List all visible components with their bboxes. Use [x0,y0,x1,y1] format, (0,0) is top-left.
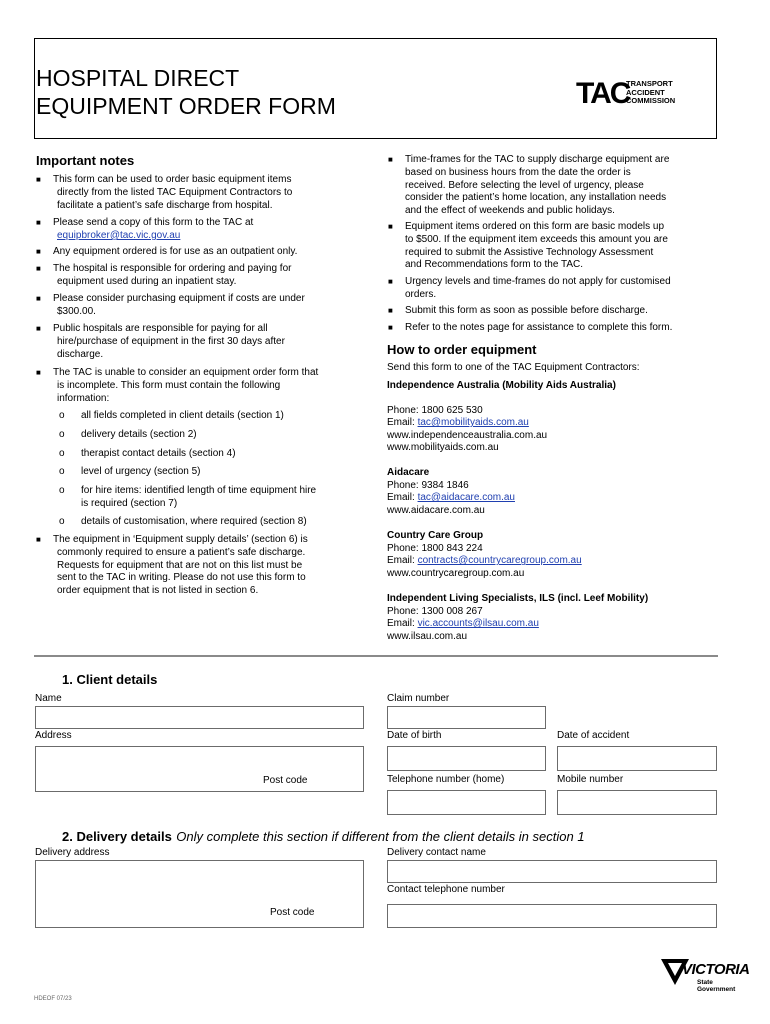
note-line: This form can be used to order basic equipment items [53,174,292,185]
tac-logo-subtitle [626,80,675,106]
bullet-icon: ■ [388,222,393,231]
contractor-website: www.aidacare.com.au [387,504,485,516]
note-item [36,174,373,214]
note-line: The TAC is unable to consider an equipment order form that [53,367,319,378]
note-item [36,217,373,246]
note-line: to $500. If the equipment item exceeds this amount you are [405,233,668,245]
victoria-wordmark: VICTORIA [682,961,750,978]
note-item [36,293,373,322]
telephone-home-label: Telephone number (home) [387,774,505,785]
bullet-icon: ■ [388,277,393,286]
circle-bullet-icon: o [59,485,65,496]
note-line: required to submit the Assistive Technology Assessment [405,246,654,258]
name-field[interactable] [35,706,364,729]
contractor-aidacare [387,467,727,517]
required-info-list [59,410,371,534]
date-of-birth-label: Date of birth [387,730,442,741]
note-line: $300.00. [57,305,96,317]
note-line: Submit this form as soon as possible before discharge. [405,305,648,316]
sub-item-text: is required (section 7) [81,497,178,509]
note-line: Please send a copy of this form to the TAC at [53,217,254,228]
contractor-email-link[interactable]: tac@aidacare.com.au [417,492,515,504]
circle-bullet-icon: o [59,466,65,477]
delivery-address-label: Delivery address [35,847,110,858]
sub-item [59,448,371,466]
tac-logo-sub3: COMMISSION [626,96,676,105]
contractor-email-row [387,417,727,430]
circle-bullet-icon: o [59,429,65,440]
contractor-email-row [387,618,727,631]
bullet-icon: ■ [388,155,393,164]
bullet-icon: ■ [36,294,41,303]
telephone-home-field[interactable] [387,790,546,815]
contractor-phone: Phone: 1800 843 224 [387,542,483,554]
mobile-number-label: Mobile number [557,774,624,785]
bullet-icon: ■ [36,368,41,377]
sub-item [59,516,371,534]
note-line: hire/purchase of equipment in the first 30 days after [57,335,285,347]
note-item [388,305,725,322]
form-code: HDEOF 07/23 [34,996,72,1002]
note-item [36,323,373,365]
note-line: received. Before selecting the level of urgency, please [405,179,644,191]
how-to-order-intro: Send this form to one of the TAC Equipment Contractors: [387,362,640,373]
government-text: Government [697,986,736,993]
bullet-icon: ■ [36,535,41,544]
important-notes-heading: Important notes [36,153,135,168]
contractor-independence-australia [387,380,727,455]
note-line: Any equipment ordered is for use as an outpatient only. [53,246,298,257]
note-line: is incomplete. This form must contain the following [57,379,281,391]
mobile-number-field[interactable] [557,790,717,815]
contractor-name: Country Care Group [387,530,484,541]
contractor-email-link[interactable]: contracts@countrycaregroup.com.au [417,555,582,567]
claim-number-field[interactable] [387,706,546,729]
section2-title: 2. Delivery details [62,829,172,844]
note-line: commonly required to ensure a patient’s safe discharge. [57,546,306,558]
contact-telephone-field[interactable] [387,904,717,928]
note-item [388,154,725,220]
contractor-website: www.countrycaregroup.com.au [387,567,525,579]
note-line: Refer to the notes page for assistance to complete this form. [405,322,673,333]
note-line: Equipment items ordered on this form are basic models up [405,221,665,232]
email-label: Email: [387,417,418,429]
bullet-icon: ■ [36,218,41,227]
how-to-order-heading: How to order equipment [387,342,537,357]
note-line: information: [57,392,110,404]
contractor-name: Independence Australia (Mobility Aids Australia) [387,380,616,391]
note-line: sent to the TAC in writing. Please do not use this form to [57,572,306,584]
contractor-phone: Phone: 1300 008 267 [387,605,483,617]
date-of-birth-field[interactable] [387,746,546,771]
section2-title-row [62,828,585,846]
contractor-email-row [387,492,727,505]
notes-right-column [388,154,725,338]
contractor-email-row [387,555,727,568]
contractor-name: Independent Living Specialists, ILS (incl. Leef Mobility) [387,593,649,604]
note-line: Urgency levels and time-frames do not apply for customised [405,276,671,287]
note-item [388,322,725,338]
date-of-accident-field[interactable] [557,746,717,771]
tac-logo [576,78,716,108]
sub-item-text: delivery details (section 2) [81,429,197,440]
address-label: Address [35,730,72,741]
note-item [388,276,725,305]
note-item [388,221,725,276]
state-government-text [697,979,735,993]
name-label: Name [35,693,62,704]
sub-item [59,410,371,429]
delivery-post-code-label: Post code [270,907,315,918]
note-line: The hospital is responsible for ordering and paying for [53,263,292,274]
note-item [36,367,373,409]
delivery-contact-name-field[interactable] [387,860,717,883]
sub-item-text: level of urgency (section 5) [81,466,201,477]
bullet-icon: ■ [388,323,393,332]
tac-logo-mark: TAC [576,77,630,110]
note-line: order equipment that is not listed in section 6. [57,585,259,597]
circle-bullet-icon: o [59,516,65,527]
sub-item-text: for hire items: identified length of time equipment hire [81,485,317,496]
form-title [36,64,336,120]
victoria-state-government-logo [660,955,750,1000]
tac-logo-sub2: ACCIDENT [626,87,665,97]
address-field[interactable] [35,746,364,792]
note-line: consider the patient’s home location, any installation needs [405,192,667,204]
sub-item-text: details of customisation, where required (section 8) [81,516,307,527]
claim-number-label: Claim number [387,693,450,704]
contractor-phone: Phone: 9384 1846 [387,479,469,491]
sub-item [59,485,371,516]
bullet-icon: ■ [36,324,41,333]
note-line: orders. [405,288,437,300]
email-label: Email: [387,618,418,630]
contractor-email-link[interactable]: tac@mobilityaids.com.au [417,417,529,429]
contact-telephone-label: Contact telephone number [387,884,505,895]
contractor-website: www.ilsau.com.au [387,630,468,642]
state-text: State [697,979,713,986]
note-line: Please consider purchasing equipment if costs are under [53,293,305,304]
post-code-label: Post code [263,775,308,786]
tac-logo-sub1: TRANSPORT [626,79,673,88]
section1-title: 1. Client details [62,672,158,687]
contractor-website: www.independenceaustralia.com.au [387,429,548,441]
contractor-ils [387,593,727,643]
form-title-line2: EQUIPMENT ORDER FORM [36,93,336,119]
note-line: directly from the listed TAC Equipment Contractors to [57,186,293,198]
note-line: and the effect of weekends and public holidays. [405,205,615,217]
sub-item [59,466,371,485]
note-line: Requests for equipment that are not on this list must be [57,559,303,571]
contractor-email-link[interactable]: vic.accounts@ilsau.com.au [417,618,539,630]
bullet-icon: ■ [36,247,41,256]
bullet-icon: ■ [36,264,41,273]
section2-note: Only complete this section if different from the client details in section 1 [176,829,585,844]
form-title-line1: HOSPITAL DIRECT [36,65,240,91]
note-line: discharge. [57,348,104,360]
note-item [36,263,373,292]
notes-left-column [36,174,373,409]
contractor-phone: Phone: 1800 625 530 [387,404,483,416]
delivery-address-field[interactable] [35,860,364,928]
note-item-equipment-supply [36,534,373,598]
contractor-name: Aidacare [387,467,430,478]
equipbroker-email-link[interactable]: equipbroker@tac.vic.gov.au [57,229,181,241]
bullet-icon: ■ [388,306,393,315]
email-label: Email: [387,555,418,567]
note-line: Time-frames for the TAC to supply discharge equipment are [405,154,670,165]
circle-bullet-icon: o [59,448,65,459]
circle-bullet-icon: o [59,410,65,421]
bullet-icon: ■ [36,175,41,184]
note-line: and Recommendations form to the TAC. [405,259,584,271]
note-line: equipment used during an inpatient stay. [57,275,237,287]
note-line: Public hospitals are responsible for paying for all [53,323,268,334]
note-line: based on business hours from the date the order is [405,166,631,178]
sub-item [59,429,371,448]
contractor-country-care-group [387,530,727,580]
note-line: The equipment in ‘Equipment supply details’ (section 6) is [53,534,308,545]
section-divider [34,655,718,657]
note-line: facilitate a patient’s safe discharge from hospital. [57,199,273,211]
delivery-contact-name-label: Delivery contact name [387,847,486,858]
sub-item-text: therapist contact details (section 4) [81,448,236,459]
date-of-accident-label: Date of accident [557,730,630,741]
email-label: Email: [387,492,418,504]
contractor-website: www.mobilityaids.com.au [387,442,499,454]
sub-item-text: all fields completed in client details (section 1) [81,410,284,421]
note-item [36,246,373,262]
